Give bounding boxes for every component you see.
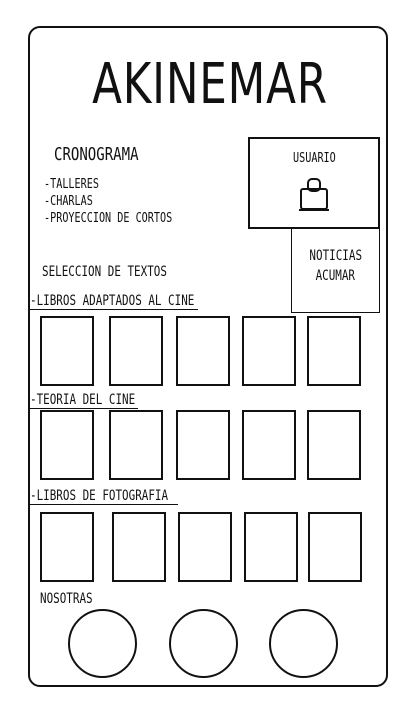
book-thumbnail[interactable] bbox=[40, 410, 94, 480]
section-underline bbox=[30, 408, 138, 409]
book-thumbnail[interactable] bbox=[242, 316, 296, 386]
text-selection-heading-text: SELECCION DE TEXTOS bbox=[42, 264, 167, 280]
cronograma-list bbox=[44, 176, 208, 227]
team-member-avatar[interactable] bbox=[269, 609, 338, 678]
user-lock-icon bbox=[296, 177, 332, 213]
section-underline bbox=[30, 504, 178, 505]
cronograma-item-label: -TALLERES bbox=[44, 177, 99, 192]
photography-books-row bbox=[40, 512, 370, 584]
cronograma-heading-text: CRONOGRAMA bbox=[54, 144, 139, 165]
cronograma-item-charlas[interactable] bbox=[44, 193, 208, 210]
book-thumbnail[interactable] bbox=[40, 512, 94, 582]
section-underline bbox=[30, 309, 198, 310]
book-thumbnail[interactable] bbox=[112, 512, 166, 582]
book-thumbnail[interactable] bbox=[176, 316, 230, 386]
section-photography-text: -LIBROS DE FOTOGRAFIA bbox=[30, 488, 169, 504]
team-member-avatar[interactable] bbox=[169, 609, 238, 678]
film-theory-books-row bbox=[40, 410, 370, 482]
user-label: USUARIO bbox=[292, 151, 336, 166]
adapted-books-row bbox=[40, 316, 370, 388]
section-adapted-books-text: -LIBROS ADAPTADOS AL CINE bbox=[30, 293, 195, 309]
book-thumbnail[interactable] bbox=[109, 410, 163, 480]
news-line-1 bbox=[292, 247, 379, 265]
book-thumbnail[interactable] bbox=[307, 316, 361, 386]
book-thumbnail[interactable] bbox=[244, 512, 298, 582]
news-label-2: ACUMAR bbox=[315, 268, 356, 284]
app-title: AKINEMAR bbox=[92, 52, 328, 117]
book-thumbnail[interactable] bbox=[178, 512, 232, 582]
cronograma-heading[interactable] bbox=[54, 145, 162, 165]
book-thumbnail[interactable] bbox=[308, 512, 362, 582]
book-thumbnail[interactable] bbox=[176, 410, 230, 480]
team-member-avatar[interactable] bbox=[68, 609, 137, 678]
section-photography-label[interactable] bbox=[30, 487, 207, 505]
section-adapted-books-label[interactable] bbox=[30, 292, 241, 310]
cronograma-item-talleres[interactable] bbox=[44, 176, 208, 193]
book-thumbnail[interactable] bbox=[109, 316, 163, 386]
section-film-theory-text: -TEORIA DEL CINE bbox=[30, 392, 136, 408]
news-label-1: NOTICIAS bbox=[309, 248, 362, 264]
about-us-heading[interactable] bbox=[40, 590, 107, 608]
cronograma-item-label: -CHARLAS bbox=[44, 194, 93, 209]
news-acumar-button[interactable] bbox=[291, 229, 380, 313]
book-thumbnail[interactable] bbox=[307, 410, 361, 480]
cronograma-item-proyeccion[interactable] bbox=[44, 210, 208, 227]
cronograma-item-label: -PROYECCION DE CORTOS bbox=[44, 211, 173, 226]
news-line-2 bbox=[292, 267, 379, 285]
user-button[interactable] bbox=[248, 137, 380, 229]
user-label-wrap bbox=[250, 151, 378, 166]
text-selection-heading bbox=[42, 263, 202, 281]
book-thumbnail[interactable] bbox=[242, 410, 296, 480]
section-film-theory-label[interactable] bbox=[30, 391, 165, 409]
book-thumbnail[interactable] bbox=[40, 316, 94, 386]
about-us-heading-text: NOSOTRAS bbox=[40, 591, 93, 607]
